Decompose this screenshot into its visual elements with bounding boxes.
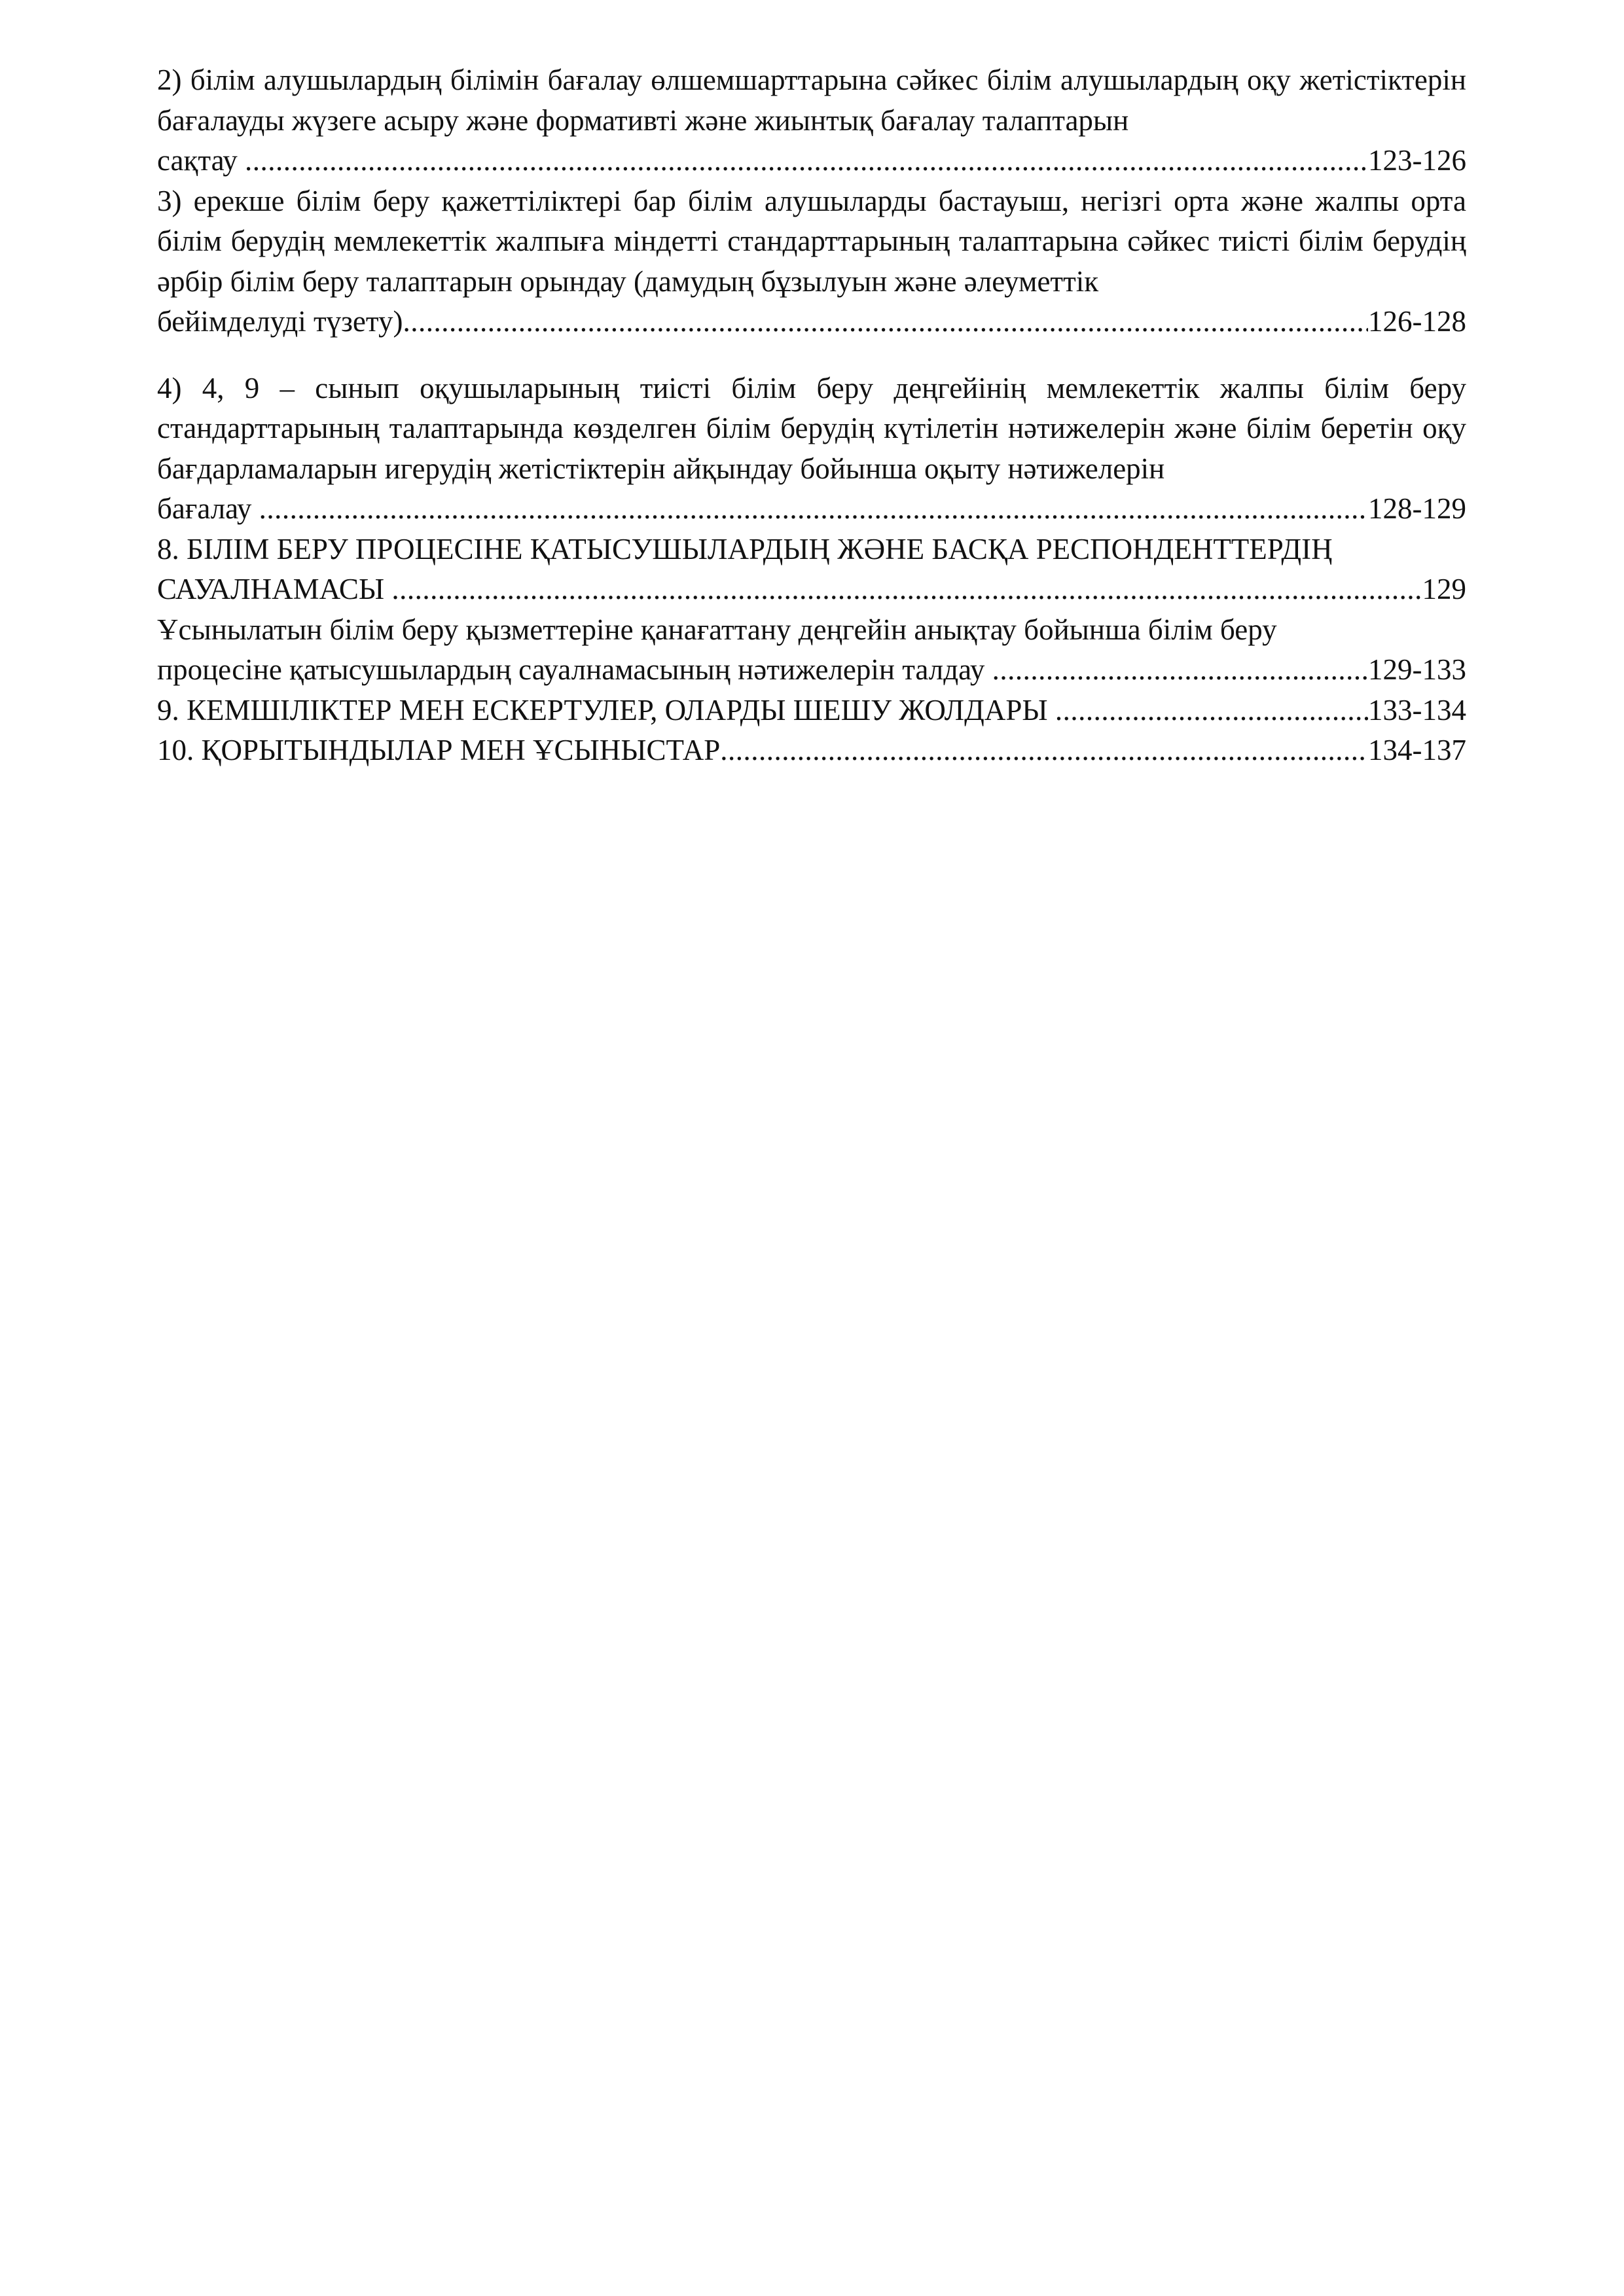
- toc-entry-4[interactable]: [157, 368, 1466, 529]
- dot-leader: [245, 141, 1368, 181]
- toc-entry-3[interactable]: [157, 181, 1466, 342]
- toc-entry-text: 2) білім алушылардың білімін бағалау өлшемшарттарына сәйкес білім алушылардың оқу жетістіктерін бағалауды жүзеге асыру және формативті және жиынтық бағалау талаптарын: [157, 63, 1466, 137]
- toc-page-range: 129: [1422, 573, 1466, 605]
- toc-entry-tail: 10. ҚОРЫТЫНДЫЛАР МЕН ҰСЫНЫСТАР: [157, 734, 721, 766]
- toc-entry-lastline: [157, 569, 1466, 610]
- dot-leader: [992, 650, 1368, 691]
- toc-entry-lastline: [157, 141, 1466, 181]
- toc-entry-survey-analysis[interactable]: [157, 610, 1466, 691]
- toc-entry-tail: 9. КЕМШІЛІКТЕР МЕН ЕСКЕРТУЛЕР, ОЛАРДЫ ШЕШУ ЖОЛДАРЫ: [157, 693, 1055, 726]
- toc-entry-text: 8. БІЛІМ БЕРУ ПРОЦЕСІНЕ ҚАТЫСУШЫЛАРДЫҢ ЖӘНЕ БАСҚА РЕСПОНДЕНТТЕРДІҢ: [157, 532, 1333, 565]
- toc-entry-tail: сақтау: [157, 144, 245, 177]
- toc-page: [157, 60, 1466, 771]
- toc-section-9[interactable]: [157, 691, 1466, 731]
- toc-page-range: 133-134: [1368, 693, 1466, 726]
- toc-entry-tail: бейімделуді түзету): [157, 305, 403, 338]
- toc-entry-lastline: [157, 650, 1466, 691]
- toc-section-10[interactable]: [157, 730, 1466, 771]
- dot-leader: [391, 569, 1422, 610]
- toc-page-range: 129-133: [1368, 653, 1466, 686]
- toc-entry-2[interactable]: [157, 60, 1466, 181]
- toc-entry-lastline: [157, 730, 1466, 771]
- toc-page-range: 128-129: [1368, 492, 1466, 525]
- dot-leader: [259, 489, 1368, 529]
- toc-entry-text: Ұсынылатын білім беру қызметтеріне қанағаттану деңгейін анықтау бойынша білім беру: [157, 613, 1277, 646]
- toc-page-range: 126-128: [1368, 305, 1466, 338]
- toc-entry-text: 3) ерекше білім беру қажеттіліктері бар білім алушыларды бастауыш, негізгі орта және жалпы орта білім берудің мемлекеттік жалпыға міндетті стандарттарының талаптарына сәйкес тиісті білім берудің әрбір білім беру талаптарын орындау (дамудың бұзылуын және әлеуметтік: [157, 184, 1466, 298]
- dot-leader: [720, 730, 1368, 771]
- toc-entry-lastline: [157, 302, 1466, 342]
- toc-entry-lastline: [157, 489, 1466, 529]
- toc-page-range: 123-126: [1368, 144, 1466, 177]
- toc-entry-tail: САУАЛНАМАСЫ: [157, 573, 392, 605]
- toc-page-range: 134-137: [1368, 734, 1466, 766]
- toc-entry-text: 4) 4, 9 – сынып оқушыларының тиісті білім беру деңгейінің мемлекеттік жалпы білім беру стандарттарының талаптарында көзделген білім берудің күтілетін нәтижелерін және білім беретін оқу бағдарламаларын игерудің жетістіктерін айқындау бойынша оқыту нәтижелерін: [157, 371, 1466, 485]
- toc-entry-lastline: [157, 691, 1466, 731]
- toc-section-8[interactable]: [157, 529, 1466, 610]
- dot-leader: [403, 302, 1368, 342]
- dot-leader: [1055, 691, 1368, 731]
- toc-entry-tail: процесіне қатысушылардың сауалнамасының нәтижелерін талдау: [157, 653, 992, 686]
- toc-entry-tail: бағалау: [157, 492, 259, 525]
